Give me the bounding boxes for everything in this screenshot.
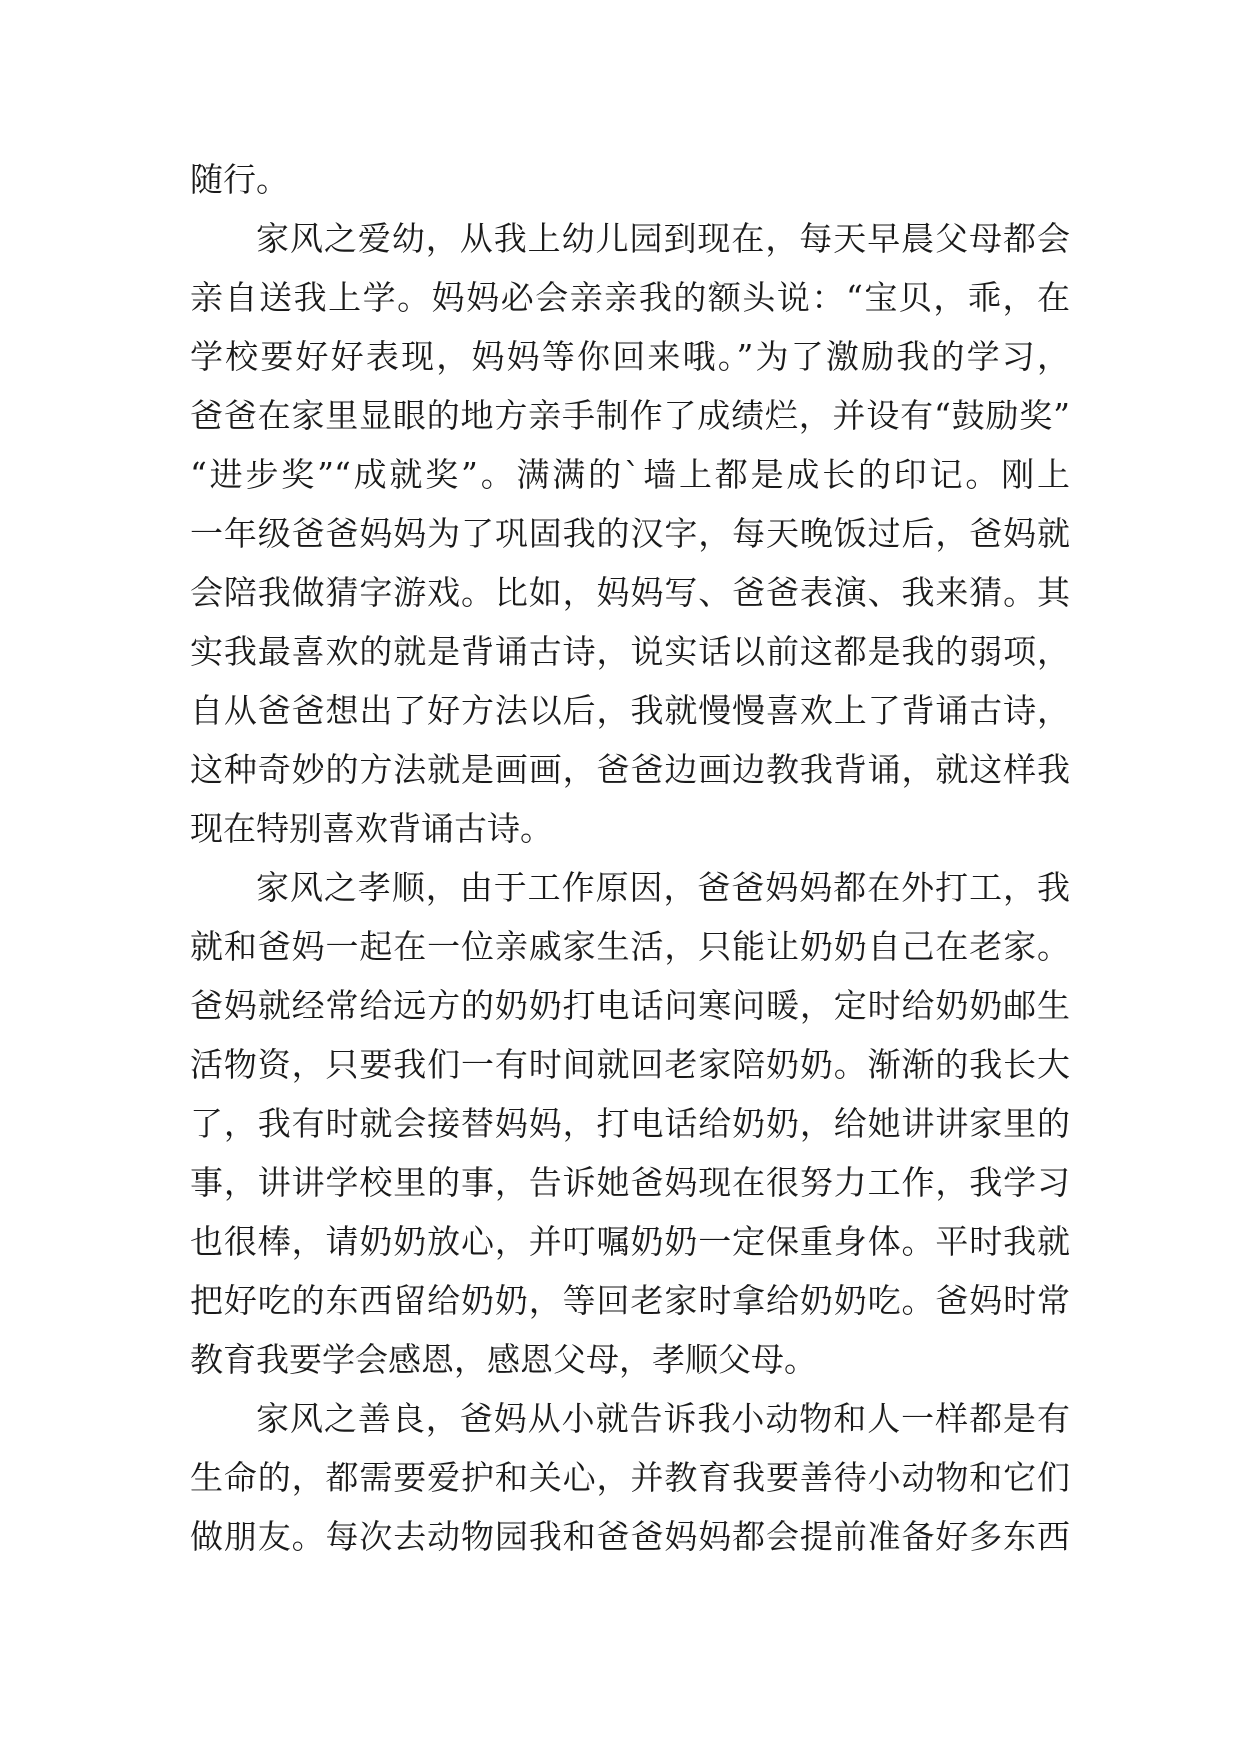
paragraph [190,858,1070,1389]
paragraph [190,1389,1070,1566]
text-line: 活物资，只要我们一有时间就回老家陪奶奶。渐渐的我长大 [190,1045,1070,1084]
text-line: 就和爸妈一起在一位亲戚家生活，只能让奶奶自己在老家。 [190,927,1070,966]
body-text [190,150,1070,1566]
text-line: 会陪我做猜字游戏。比如，妈妈写、爸爸表演、我来猜。其 [190,573,1070,612]
text-line: 自从爸爸想出了好方法以后，我就慢慢喜欢上了背诵古诗， [190,691,1070,730]
text-line: 把好吃的东西留给奶奶，等回老家时拿给奶奶吃。爸妈时常 [190,1281,1070,1320]
text-line: 做朋友。每次去动物园我和爸爸妈妈都会提前准备好多东西 [190,1517,1070,1556]
text-line: 家风之爱幼，从我上幼儿园到现在，每天早晨父母都会 [256,219,1070,258]
text-line: 这种奇妙的方法就是画画，爸爸边画边教我背诵，就这样我 [190,750,1070,789]
text-line: 了，我有时就会接替妈妈，打电话给奶奶，给她讲讲家里的 [190,1104,1070,1143]
text-line: 家风之孝顺，由于工作原因，爸爸妈妈都在外打工，我 [256,868,1070,907]
text-line: 爸爸在家里显眼的地方亲手制作了成绩烂，并设有“鼓励奖” [190,396,1070,435]
text-line: 亲自送我上学。妈妈必会亲亲我的额头说：“宝贝，乖，在 [190,278,1070,317]
text-line: 现在特别喜欢背诵古诗。 [190,809,553,848]
text-line: 也很棒，请奶奶放心，并叮嘱奶奶一定保重身体。平时我就 [190,1222,1070,1261]
paragraph [190,209,1070,858]
text-line: 家风之善良，爸妈从小就告诉我小动物和人一样都是有 [256,1399,1070,1438]
text-line: 随行。 [190,160,289,199]
paragraph [190,150,1070,209]
text-line: “进步奖”“成就奖”。满满的`墙上都是成长的印记。刚上 [190,455,1070,494]
text-line: 事，讲讲学校里的事，告诉她爸妈现在很努力工作，我学习 [190,1163,1070,1202]
text-line: 生命的，都需要爱护和关心，并教育我要善待小动物和它们 [190,1458,1070,1497]
text-line: 实我最喜欢的就是背诵古诗，说实话以前这都是我的弱项， [190,632,1070,671]
text-line: 爸妈就经常给远方的奶奶打电话问寒问暖，定时给奶奶邮生 [190,986,1070,1025]
text-line: 学校要好好表现，妈妈等你回来哦。”为了激励我的学习， [190,337,1070,376]
text-line: 一年级爸爸妈妈为了巩固我的汉字，每天晚饭过后，爸妈就 [190,514,1070,553]
text-line: 教育我要学会感恩，感恩父母，孝顺父母。 [190,1340,817,1379]
